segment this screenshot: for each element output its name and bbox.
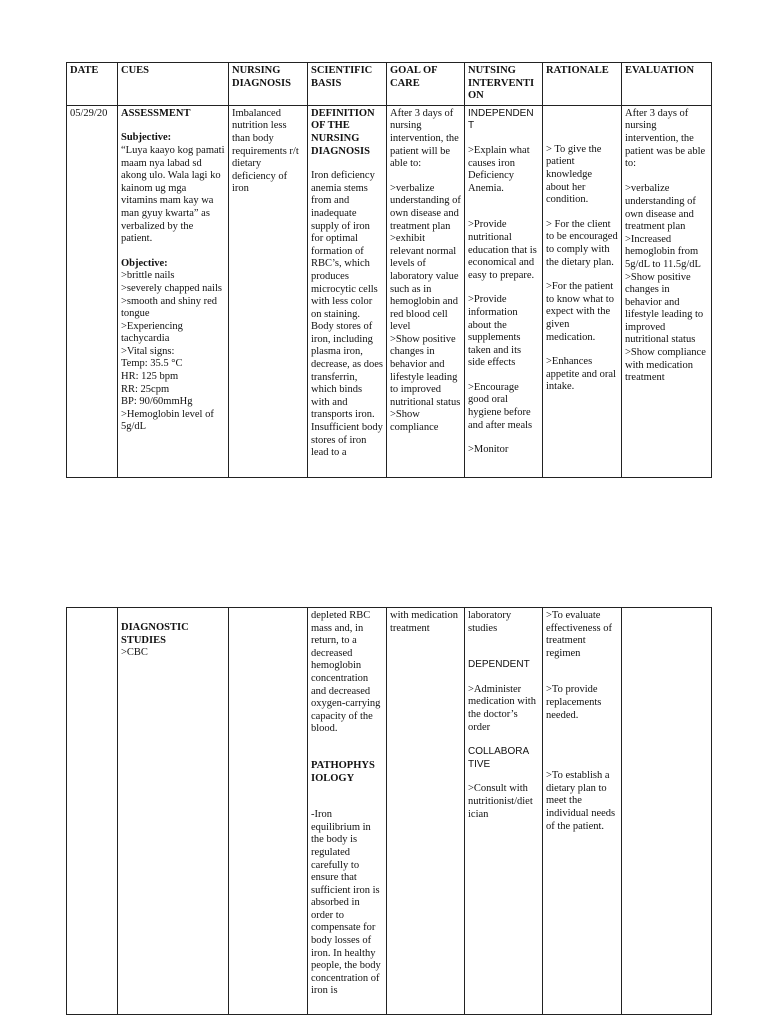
header-row	[67, 63, 712, 106]
cbc-item: >CBC	[121, 647, 148, 659]
rationale-cell	[543, 608, 622, 1015]
rationale-item: >To evaluate effectiveness of treatment regimen	[546, 610, 612, 659]
goal-items: >verbalize understanding of own disease and treatment plan >exhibit relevant normal levels of laboratory value such as in hemoglobin and red blood cell level >Show positive changes in behavior and lifestyle leading to improved nutritional status >Show compliance	[390, 182, 461, 434]
dependent-heading: DEPENDENT	[468, 659, 530, 671]
goal-intro: After 3 days of nursing intervention, the patient will be able to:	[390, 107, 459, 170]
assessment-heading: ASSESSMENT	[121, 107, 191, 119]
rationale-item: >For the patient to know what to expect with the given medication.	[546, 281, 614, 343]
rationale-item: >Enhances appetite and oral intake.	[546, 356, 616, 393]
intervention-item: >Administer medication with the doctor’s order	[468, 683, 536, 733]
nursing-diagnosis-cell	[229, 608, 308, 1015]
care-plan-row-continued	[67, 608, 712, 1015]
cues-cell	[118, 608, 229, 1015]
diagnostic-studies-heading: DIAGNOSTIC STUDIES	[121, 622, 189, 646]
header-cues: CUES	[118, 63, 229, 106]
intervention-cell	[465, 105, 543, 477]
header-scientific-basis: SCIENTIFIC BASIS	[308, 63, 387, 106]
evaluation-cell: After 3 days of nursing intervention, the patient was be able to: >verbalize understanding of own disease and treatment plan >Increased hemoglobin from 5g/dL to 11.5g/dL >Show positive changes in behavior and lifestyle leading to improved nutritional status >Show compliance with medication treatment	[622, 105, 712, 477]
header-nursing-diagnosis: NURSING DIAGNOSIS	[229, 63, 308, 106]
date-cell: 05/29/20	[67, 105, 118, 477]
evaluation-cell	[622, 608, 712, 1015]
nursing-diagnosis-cell: Imbalanced nutrition less than body requirements r/t dietary deficiency of iron	[229, 105, 308, 477]
rationale-item: > For the client to be encouraged to comply with the dietary plan.	[546, 218, 618, 268]
intervention-item: >Provide nutritional education that is economical and easy to prepare.	[468, 219, 537, 281]
goal-of-care-cell	[387, 105, 465, 477]
scientific-basis-cell	[308, 608, 387, 1015]
care-plan-row	[67, 105, 712, 477]
intervention-cell	[465, 608, 543, 1015]
subjective-text: “Luya kaayo kog pamati maam nya labad sd akong ulo. Wala lagi ko kainom ug mga vitamins mam kay wa man gyuy kwarta” as verbalized by the patient.	[121, 144, 225, 245]
header-goal-of-care: GOAL OF CARE	[387, 63, 465, 106]
intervention-item: >Provide information about the supplements taken and its side effects	[468, 294, 522, 369]
definition-heading: DEFINITION OF THE NURSING DIAGNOSIS	[311, 107, 375, 157]
objective-label: Objective:	[121, 257, 168, 269]
intervention-item: >Explain what causes iron Deficiency Anemia.	[468, 144, 530, 194]
pathophysiology-text: -Iron equilibrium in the body is regulated carefully to ensure that sufficient iron is absorbed in order to compensate for body losses of iron. In healthy people, the body concentration of iron is	[311, 809, 381, 997]
nursing-care-plan-table-2	[66, 607, 712, 1015]
nursing-care-plan-table-1	[66, 62, 712, 478]
independent-heading: INDEPENDEN T	[468, 107, 534, 132]
objective-text: >brittle nails >severely chapped nails >smooth and shiny red tongue >Experiencing tachycardia >Vital signs: Temp: 35.5 °C HR: 125 bpm RR: 25cpm BP: 90/60mmHg >Hemoglobin level of 5g/dL	[121, 270, 222, 433]
intervention-item: >Encourage good oral hygiene before and after meals	[468, 381, 533, 431]
intervention-item: >Consult with nutritionist/diet ician	[468, 783, 533, 820]
subjective-label: Subjective:	[121, 132, 172, 144]
scientific-basis-continued: depleted RBC mass and, in return, to a decreased hemoglobin concentration and decreased oxygen-carrying capacity of the blood.	[311, 610, 381, 735]
rationale-cell	[543, 105, 622, 477]
rationale-item: >To establish a dietary plan to meet the individual needs of the patient.	[546, 770, 616, 832]
intervention-continued: laboratory studies	[468, 610, 512, 634]
definition-text: Iron deficiency anemia stems from and inadequate supply of iron for optimal formation of RBC’s, which produces microcytic cells with less color on staining. Body stores of iron, including plasma iron, decrease, as does transferrin, which binds with and transports iron. Insufficient body stores of iron lead to a	[311, 170, 384, 459]
collaborative-heading: COLLABORA TIVE	[468, 746, 530, 770]
header-rationale: RATIONALE	[543, 63, 622, 106]
date-cell	[67, 608, 118, 1015]
intervention-item: >Monitor	[468, 444, 509, 456]
header-evaluation: EVALUATION	[622, 63, 712, 106]
pathophysiology-heading: PATHOPHYS IOLOGY	[311, 759, 375, 784]
goal-of-care-cell: with medication treatment	[387, 608, 465, 1015]
rationale-item: > To give the patient knowledge about her condition.	[546, 143, 602, 206]
rationale-item: >To provide replacements needed.	[546, 684, 602, 721]
header-nursing-intervention: NUTSING INTERVENTI ON	[465, 63, 543, 106]
scientific-basis-cell	[308, 105, 387, 477]
cues-cell	[118, 105, 229, 477]
header-date: DATE	[67, 63, 118, 106]
